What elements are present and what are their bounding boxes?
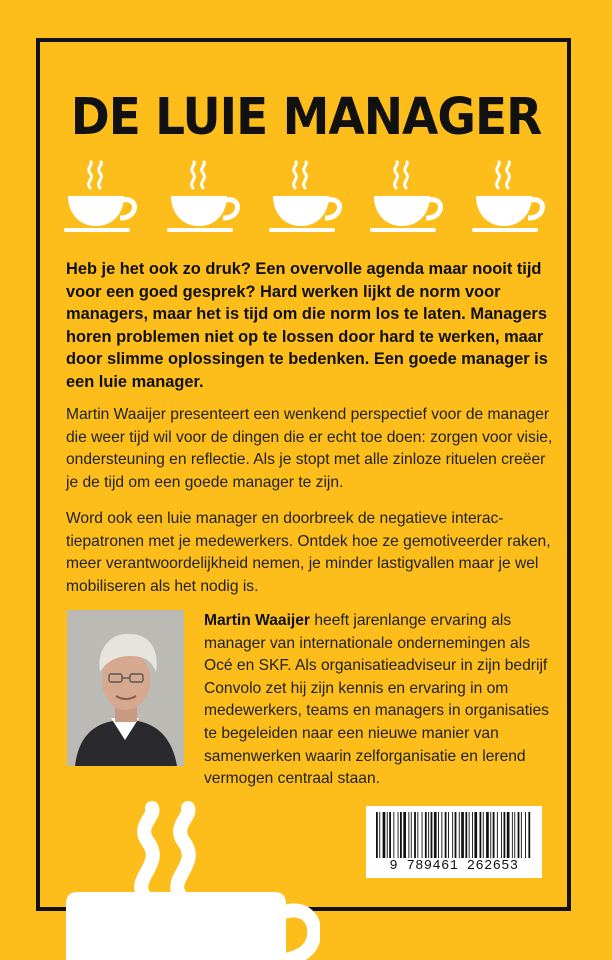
barcode-bar: [448, 812, 449, 858]
barcode-bar: [474, 812, 477, 858]
body-paragraph-2: Word ook een luie manager en doorbreek de negatieve interactiepatronen met je medewerkers. Ontdek hoe ze gemotiveerder raken, meer verantwoordelijkheid nemen, je minder lastigvallen maar je wel mobiliseren als het nodig is.: [66, 510, 551, 595]
barcode-bar: [465, 812, 467, 858]
barcode-bar: [403, 812, 406, 858]
author-bio: [204, 610, 554, 791]
barcode-bar: [398, 812, 399, 858]
barcode-bar: [438, 812, 439, 858]
barcode-bar: [514, 812, 515, 858]
isbn-digits: 9 789461 262653: [389, 859, 519, 874]
isbn-barcode: [366, 806, 542, 878]
barcode-bar: [393, 812, 394, 858]
coffee-cup-row: [62, 160, 552, 240]
barcode-bar: [472, 812, 473, 858]
barcode-bar: [501, 812, 502, 858]
barcode-bar: [525, 812, 526, 858]
book-title: DE LUIE MANAGER: [70, 87, 542, 148]
coffee-cup-icon: [62, 160, 142, 238]
barcode-bar: [431, 812, 433, 858]
lead-paragraph: Heb je het ook zo druk? Een overvolle agenda maar nooit tijd voor een goed gesprek? Hard werken lijkt de norm voor managers, maar het is tijd om die norm los te laten. Managers horen problemen niet op te lossen door hard te werken, maar door slimme oplossingen te bedenken. Een goede manager is een luie manager.: [66, 260, 548, 391]
barcode-bar: [490, 812, 491, 858]
barcode-bar: [441, 812, 442, 858]
barcode-bar: [497, 812, 498, 858]
coffee-cup-icon: [165, 160, 245, 238]
large-coffee-cup-icon: [60, 800, 320, 960]
barcode-bar: [528, 812, 530, 858]
barcode-bar: [387, 812, 388, 858]
barcode-bar: [417, 812, 418, 858]
barcode-bar: [411, 812, 412, 858]
barcode-bar: [459, 812, 460, 858]
barcode-bar: [504, 812, 506, 858]
barcode-bar: [428, 812, 429, 858]
barcode-bar: [469, 812, 470, 858]
barcode-bar: [389, 812, 391, 858]
barcode-bar: [376, 812, 378, 858]
barcode-bar: [521, 812, 522, 858]
barcode-bar: [452, 812, 453, 858]
coffee-cup-icon: [470, 160, 550, 238]
barcode-bar: [486, 812, 489, 858]
author-photo: [67, 610, 184, 766]
coffee-cup-icon: [368, 160, 448, 238]
coffee-cup-icon: [267, 160, 347, 238]
barcode-bar: [512, 812, 513, 858]
barcode-bar: [507, 812, 510, 858]
barcode-bars: [374, 812, 534, 858]
barcode-bar: [408, 812, 409, 858]
barcode-bar: [461, 812, 464, 858]
barcode-bar: [379, 812, 380, 858]
barcode-bar: [383, 812, 386, 858]
author-bio-text: heeft jarenlange ervaring als manager van internationale ondernemingen als Océ en SKF. Als organisatieadviseur in zijn bedrijf Convolo zet hij zijn kennis en ervaring in om medewerkers, teams en managers in organisaties te begeleiden naar een nieuwe manier van samenwerken waarin zelforganisatie en lerend vermogen centraal staan.: [204, 612, 549, 788]
barcode-bar: [483, 812, 484, 858]
author-name: Martin Waaijer: [204, 612, 311, 629]
barcode-bar: [480, 812, 482, 858]
barcode-bar: [455, 812, 457, 858]
barcode-bar: [445, 812, 447, 858]
barcode-bar: [422, 812, 423, 858]
barcode-bar: [425, 812, 427, 858]
barcode-bar: [400, 812, 402, 858]
barcode-bar: [493, 812, 495, 858]
barcode-bar: [434, 812, 437, 858]
barcode-bar: [414, 812, 416, 858]
body-paragraph-1: Martin Waaijer presenteert een wenkend perspectief voor de manager die weer tijd wil voor de dingen die er echt toe doen: zorgen voor visie, ondersteuning en reflectie. Als je stopt met alle zinloze rituelen creëer je de tijd om een goede manager te zijn.: [66, 406, 553, 491]
barcode-bar: [518, 812, 520, 858]
